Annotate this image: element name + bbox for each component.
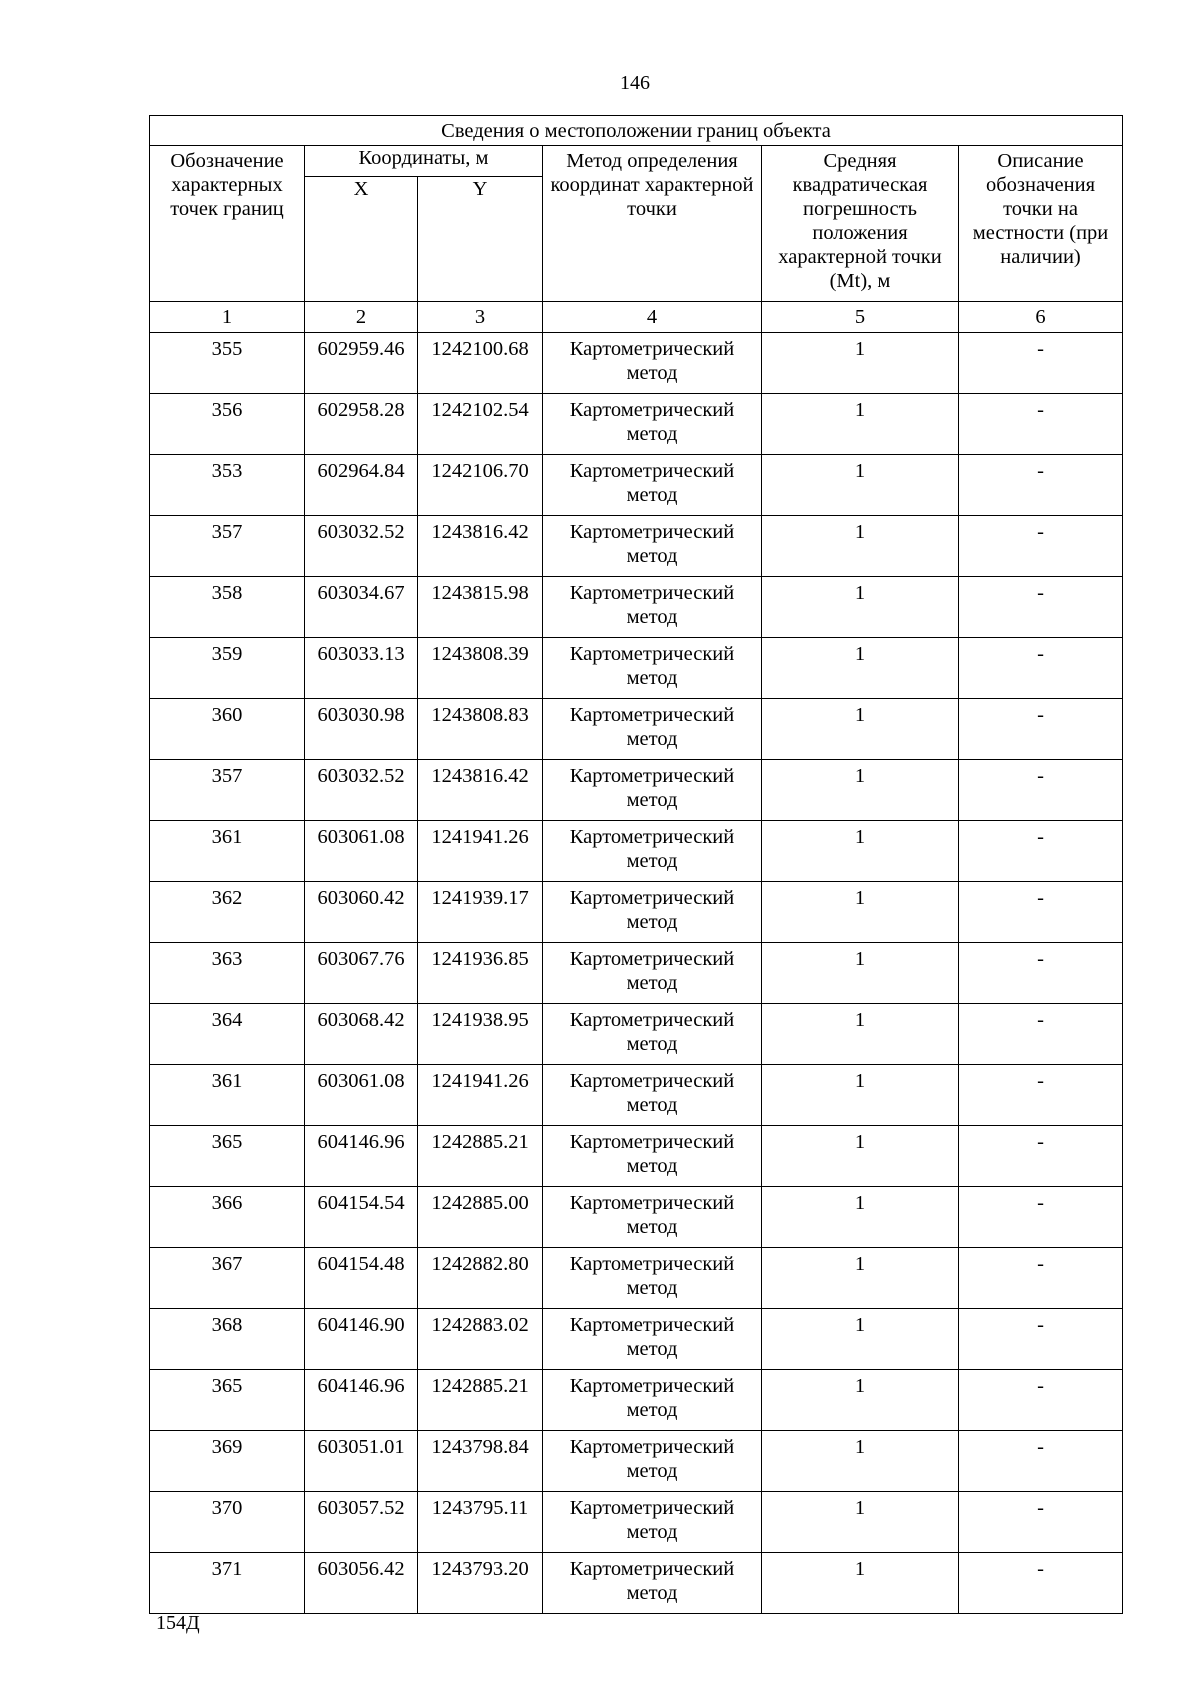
table-title: Сведения о местоположении границ объекта <box>150 116 1123 146</box>
y-coordinate-cell: 1242882.80 <box>418 1248 543 1309</box>
point-cell: 365 <box>150 1126 305 1187</box>
x-coordinate-cell: 603061.08 <box>305 1065 418 1126</box>
description-cell: - <box>959 1553 1123 1614</box>
description-cell: - <box>959 943 1123 1004</box>
table-row <box>150 1309 1123 1370</box>
error-cell: 1 <box>762 1187 959 1248</box>
y-coordinate-cell: 1241941.26 <box>418 821 543 882</box>
table-row <box>150 455 1123 516</box>
boundary-coordinates-table <box>149 115 1123 1614</box>
description-cell: - <box>959 1126 1123 1187</box>
point-cell: 357 <box>150 760 305 821</box>
x-coordinate-cell: 603057.52 <box>305 1492 418 1553</box>
y-coordinate-cell: 1243808.83 <box>418 699 543 760</box>
x-coordinate-cell: 603032.52 <box>305 516 418 577</box>
error-cell: 1 <box>762 1309 959 1370</box>
header-error: Средняя квадратическая погрешность положения характерной точки (Mt), м <box>762 146 959 302</box>
point-cell: 358 <box>150 577 305 638</box>
table-row <box>150 1004 1123 1065</box>
point-cell: 367 <box>150 1248 305 1309</box>
method-cell: Картометрический метод <box>543 394 762 455</box>
x-coordinate-cell: 603056.42 <box>305 1553 418 1614</box>
error-cell: 1 <box>762 1126 959 1187</box>
point-cell: 360 <box>150 699 305 760</box>
x-coordinate-cell: 603051.01 <box>305 1431 418 1492</box>
y-coordinate-cell: 1243798.84 <box>418 1431 543 1492</box>
description-cell: - <box>959 821 1123 882</box>
method-cell: Картометрический метод <box>543 1248 762 1309</box>
table-row <box>150 1492 1123 1553</box>
y-coordinate-cell: 1242106.70 <box>418 455 543 516</box>
x-coordinate-cell: 603068.42 <box>305 1004 418 1065</box>
error-cell: 1 <box>762 1004 959 1065</box>
x-coordinate-cell: 604154.48 <box>305 1248 418 1309</box>
description-cell: - <box>959 1370 1123 1431</box>
x-coordinate-cell: 603032.52 <box>305 760 418 821</box>
point-cell: 353 <box>150 455 305 516</box>
y-coordinate-cell: 1241941.26 <box>418 1065 543 1126</box>
x-coordinate-cell: 603034.67 <box>305 577 418 638</box>
table-row <box>150 333 1123 394</box>
header-x: X <box>305 177 418 302</box>
description-cell: - <box>959 333 1123 394</box>
description-cell: - <box>959 1309 1123 1370</box>
y-coordinate-cell: 1242885.00 <box>418 1187 543 1248</box>
error-cell: 1 <box>762 1492 959 1553</box>
x-coordinate-cell: 603061.08 <box>305 821 418 882</box>
column-number: 3 <box>418 302 543 333</box>
table-body <box>150 333 1123 1614</box>
point-cell: 369 <box>150 1431 305 1492</box>
method-cell: Картометрический метод <box>543 1065 762 1126</box>
x-coordinate-cell: 604146.96 <box>305 1126 418 1187</box>
method-cell: Картометрический метод <box>543 1309 762 1370</box>
x-coordinate-cell: 604154.54 <box>305 1187 418 1248</box>
method-cell: Картометрический метод <box>543 1431 762 1492</box>
description-cell: - <box>959 1187 1123 1248</box>
table-row <box>150 1187 1123 1248</box>
column-number: 5 <box>762 302 959 333</box>
page-number: 146 <box>620 72 650 94</box>
y-coordinate-cell: 1242885.21 <box>418 1126 543 1187</box>
point-cell: 356 <box>150 394 305 455</box>
method-cell: Картометрический метод <box>543 1553 762 1614</box>
y-coordinate-cell: 1242885.21 <box>418 1370 543 1431</box>
table-row <box>150 882 1123 943</box>
table-row <box>150 1248 1123 1309</box>
table-row <box>150 1553 1123 1614</box>
error-cell: 1 <box>762 821 959 882</box>
description-cell: - <box>959 882 1123 943</box>
method-cell: Картометрический метод <box>543 1004 762 1065</box>
error-cell: 1 <box>762 638 959 699</box>
error-cell: 1 <box>762 1431 959 1492</box>
method-cell: Картометрический метод <box>543 821 762 882</box>
error-cell: 1 <box>762 1370 959 1431</box>
table-row <box>150 699 1123 760</box>
y-coordinate-cell: 1241939.17 <box>418 882 543 943</box>
column-number: 1 <box>150 302 305 333</box>
point-cell: 361 <box>150 821 305 882</box>
table-row <box>150 943 1123 1004</box>
description-cell: - <box>959 1248 1123 1309</box>
table-row <box>150 1126 1123 1187</box>
description-cell: - <box>959 516 1123 577</box>
table-row <box>150 1431 1123 1492</box>
y-coordinate-cell: 1243816.42 <box>418 516 543 577</box>
method-cell: Картометрический метод <box>543 333 762 394</box>
description-cell: - <box>959 699 1123 760</box>
error-cell: 1 <box>762 882 959 943</box>
table-row <box>150 821 1123 882</box>
y-coordinate-cell: 1241938.95 <box>418 1004 543 1065</box>
description-cell: - <box>959 394 1123 455</box>
point-cell: 355 <box>150 333 305 394</box>
description-cell: - <box>959 1492 1123 1553</box>
table-row <box>150 577 1123 638</box>
point-cell: 362 <box>150 882 305 943</box>
x-coordinate-cell: 603067.76 <box>305 943 418 1004</box>
error-cell: 1 <box>762 943 959 1004</box>
header-method: Метод определения координат характерной точки <box>543 146 762 302</box>
header-coordinates: Координаты, м <box>305 146 543 177</box>
point-cell: 359 <box>150 638 305 699</box>
method-cell: Картометрический метод <box>543 638 762 699</box>
table-row <box>150 1370 1123 1431</box>
error-cell: 1 <box>762 577 959 638</box>
y-coordinate-cell: 1242883.02 <box>418 1309 543 1370</box>
description-cell: - <box>959 577 1123 638</box>
table-row <box>150 516 1123 577</box>
method-cell: Картометрический метод <box>543 516 762 577</box>
description-cell: - <box>959 1065 1123 1126</box>
error-cell: 1 <box>762 699 959 760</box>
point-cell: 357 <box>150 516 305 577</box>
x-coordinate-cell: 603060.42 <box>305 882 418 943</box>
error-cell: 1 <box>762 394 959 455</box>
description-cell: - <box>959 1431 1123 1492</box>
description-cell: - <box>959 760 1123 821</box>
method-cell: Картометрический метод <box>543 1187 762 1248</box>
method-cell: Картометрический метод <box>543 1126 762 1187</box>
column-number: 6 <box>959 302 1123 333</box>
point-cell: 368 <box>150 1309 305 1370</box>
x-coordinate-cell: 603030.98 <box>305 699 418 760</box>
description-cell: - <box>959 1004 1123 1065</box>
table-row <box>150 394 1123 455</box>
y-coordinate-cell: 1242100.68 <box>418 333 543 394</box>
y-coordinate-cell: 1243816.42 <box>418 760 543 821</box>
error-cell: 1 <box>762 333 959 394</box>
point-cell: 363 <box>150 943 305 1004</box>
point-cell: 371 <box>150 1553 305 1614</box>
column-number: 4 <box>543 302 762 333</box>
error-cell: 1 <box>762 455 959 516</box>
method-cell: Картометрический метод <box>543 1370 762 1431</box>
y-coordinate-cell: 1241936.85 <box>418 943 543 1004</box>
table-row <box>150 638 1123 699</box>
header-points: Обозначение характерных точек границ <box>150 146 305 302</box>
table-row <box>150 1065 1123 1126</box>
footer-code: 154Д <box>156 1612 200 1634</box>
x-coordinate-cell: 603033.13 <box>305 638 418 699</box>
table-row <box>150 760 1123 821</box>
x-coordinate-cell: 602964.84 <box>305 455 418 516</box>
point-cell: 366 <box>150 1187 305 1248</box>
error-cell: 1 <box>762 1553 959 1614</box>
point-cell: 370 <box>150 1492 305 1553</box>
description-cell: - <box>959 638 1123 699</box>
y-coordinate-cell: 1243793.20 <box>418 1553 543 1614</box>
method-cell: Картометрический метод <box>543 455 762 516</box>
error-cell: 1 <box>762 1065 959 1126</box>
method-cell: Картометрический метод <box>543 882 762 943</box>
x-coordinate-cell: 602958.28 <box>305 394 418 455</box>
point-cell: 361 <box>150 1065 305 1126</box>
y-coordinate-cell: 1243795.11 <box>418 1492 543 1553</box>
point-cell: 364 <box>150 1004 305 1065</box>
y-coordinate-cell: 1242102.54 <box>418 394 543 455</box>
method-cell: Картометрический метод <box>543 1492 762 1553</box>
header-y: Y <box>418 177 543 302</box>
error-cell: 1 <box>762 760 959 821</box>
x-coordinate-cell: 604146.96 <box>305 1370 418 1431</box>
description-cell: - <box>959 455 1123 516</box>
y-coordinate-cell: 1243808.39 <box>418 638 543 699</box>
method-cell: Картометрический метод <box>543 760 762 821</box>
header-description: Описание обозначения точки на местности (при наличии) <box>959 146 1123 302</box>
method-cell: Картометрический метод <box>543 699 762 760</box>
method-cell: Картометрический метод <box>543 577 762 638</box>
column-number: 2 <box>305 302 418 333</box>
point-cell: 365 <box>150 1370 305 1431</box>
error-cell: 1 <box>762 1248 959 1309</box>
y-coordinate-cell: 1243815.98 <box>418 577 543 638</box>
x-coordinate-cell: 602959.46 <box>305 333 418 394</box>
x-coordinate-cell: 604146.90 <box>305 1309 418 1370</box>
method-cell: Картометрический метод <box>543 943 762 1004</box>
error-cell: 1 <box>762 516 959 577</box>
